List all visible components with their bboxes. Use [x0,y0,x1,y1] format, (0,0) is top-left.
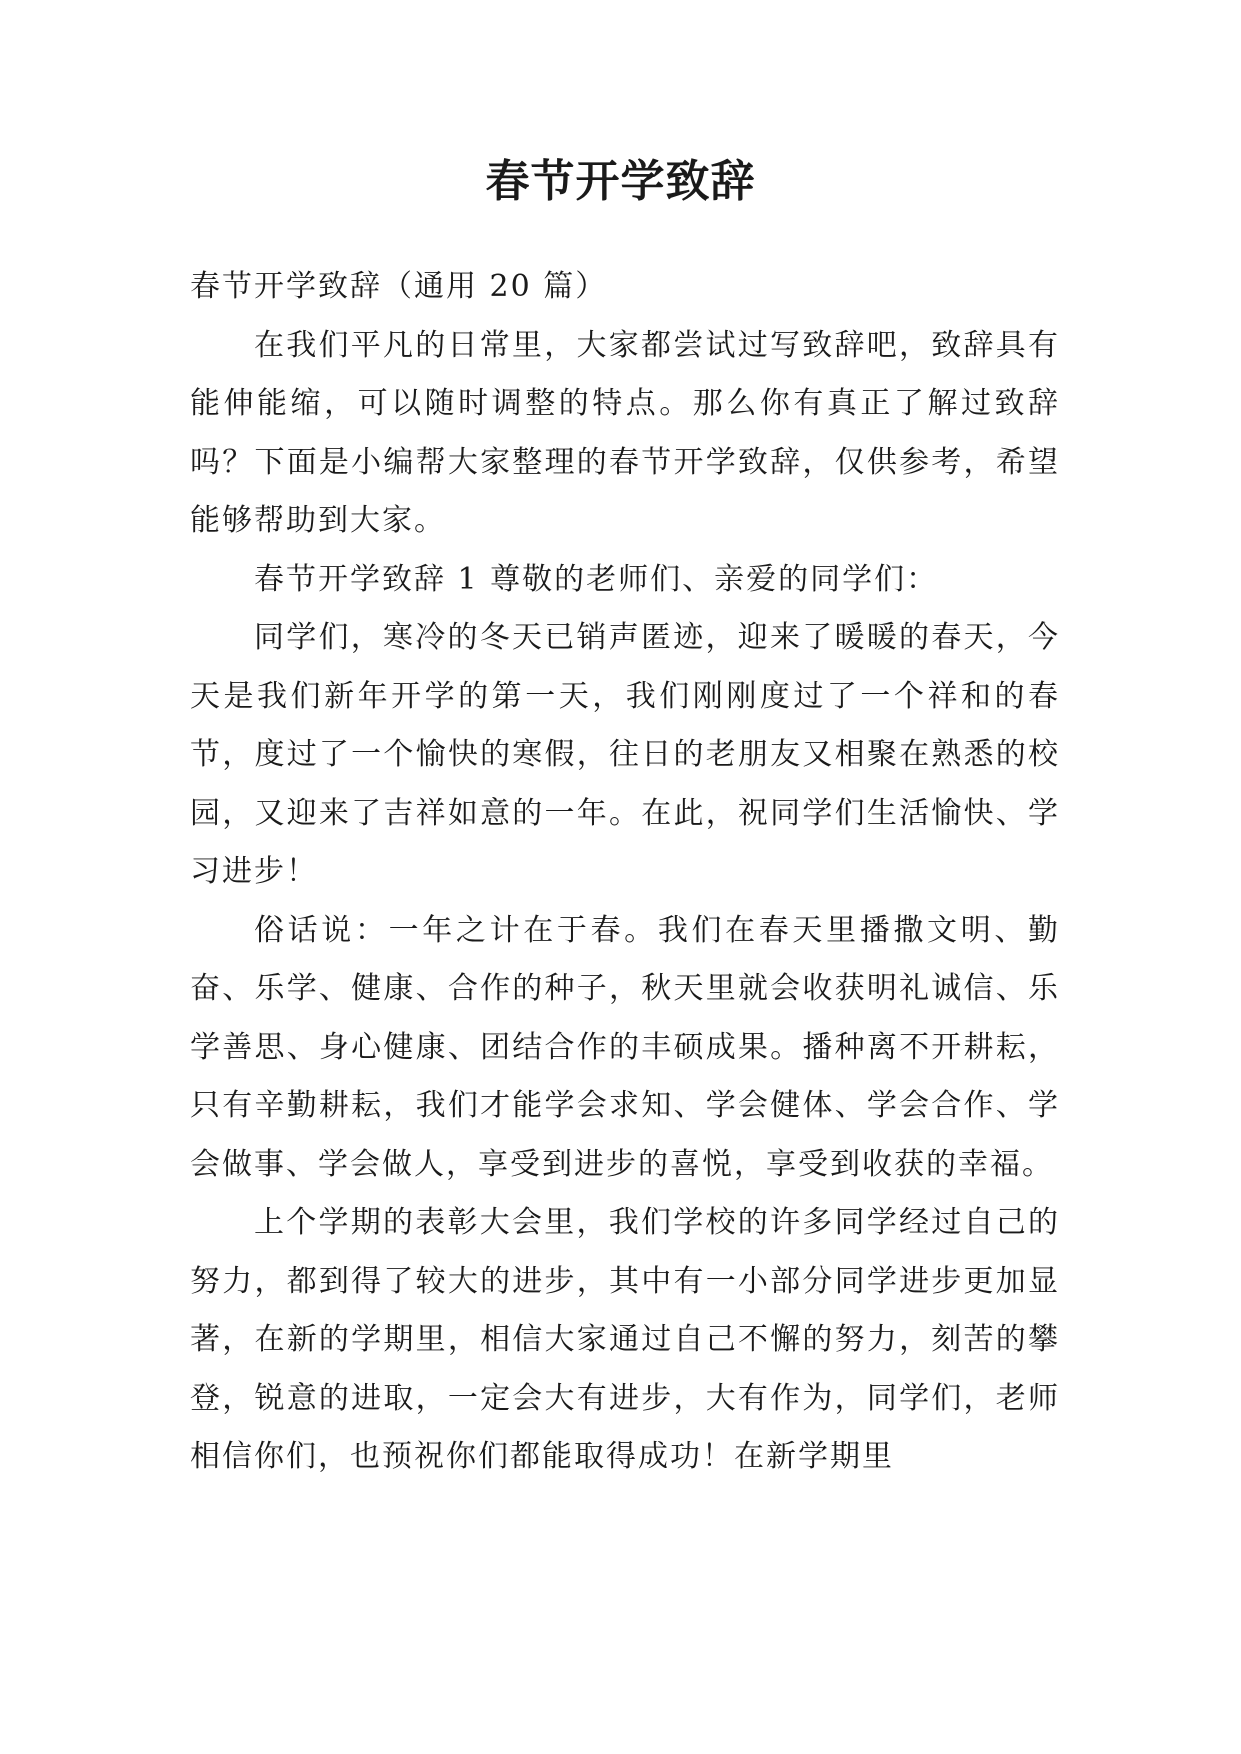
paragraph-intro: 在我们平凡的日常里，大家都尝试过写致辞吧，致辞具有能伸能缩，可以随时调整的特点。那么你有真正了解过致辞吗？下面是小编帮大家整理的春节开学致辞，仅供参考，希望能够帮助到大家。 [190,327,1060,538]
document-subtitle: 春节开学致辞（通用 20 篇） [190,269,608,304]
paragraph-greeting: 同学们，寒冷的冬天已销声匿迹，迎来了暖暖的春天，今天是我们新年开学的第一天，我们刚刚度过了一个祥和的春节，度过了一个愉快的寒假，往日的老朋友又相聚在熟悉的校园，又迎来了吉祥如意的一年。在此，祝同学们生活愉快、学习进步！ [190,620,1060,889]
document-body [190,258,1060,1487]
paragraph-salutation: 春节开学致辞 1 尊敬的老师们、亲爱的同学们： [254,561,939,597]
document-title: 春节开学致辞 [485,156,756,207]
paragraph-progress: 上个学期的表彰大会里，我们学校的许多同学经过自己的努力，都到得了较大的进步，其中有一小部分同学进步更加显著，在新的学期里，相信大家通过自己不懈的努力，刻苦的攀登，锐意的进取，一定会大有进步，大有作为，同学们，老师相信你们，也预祝你们都能取得成功！在新学期里 [190,1205,1060,1474]
paragraph-proverb: 俗话说：一年之计在于春。我们在春天里播撒文明、勤奋、乐学、健康、合作的种子，秋天里就会收获明礼诚信、乐学善思、身心健康、团结合作的丰硕成果。播种离不开耕耘，只有辛勤耕耘，我们才能学会求知、学会健体、学会合作、学会做事、学会做人，享受到进步的喜悦，享受到收获的幸福。 [190,912,1060,1182]
